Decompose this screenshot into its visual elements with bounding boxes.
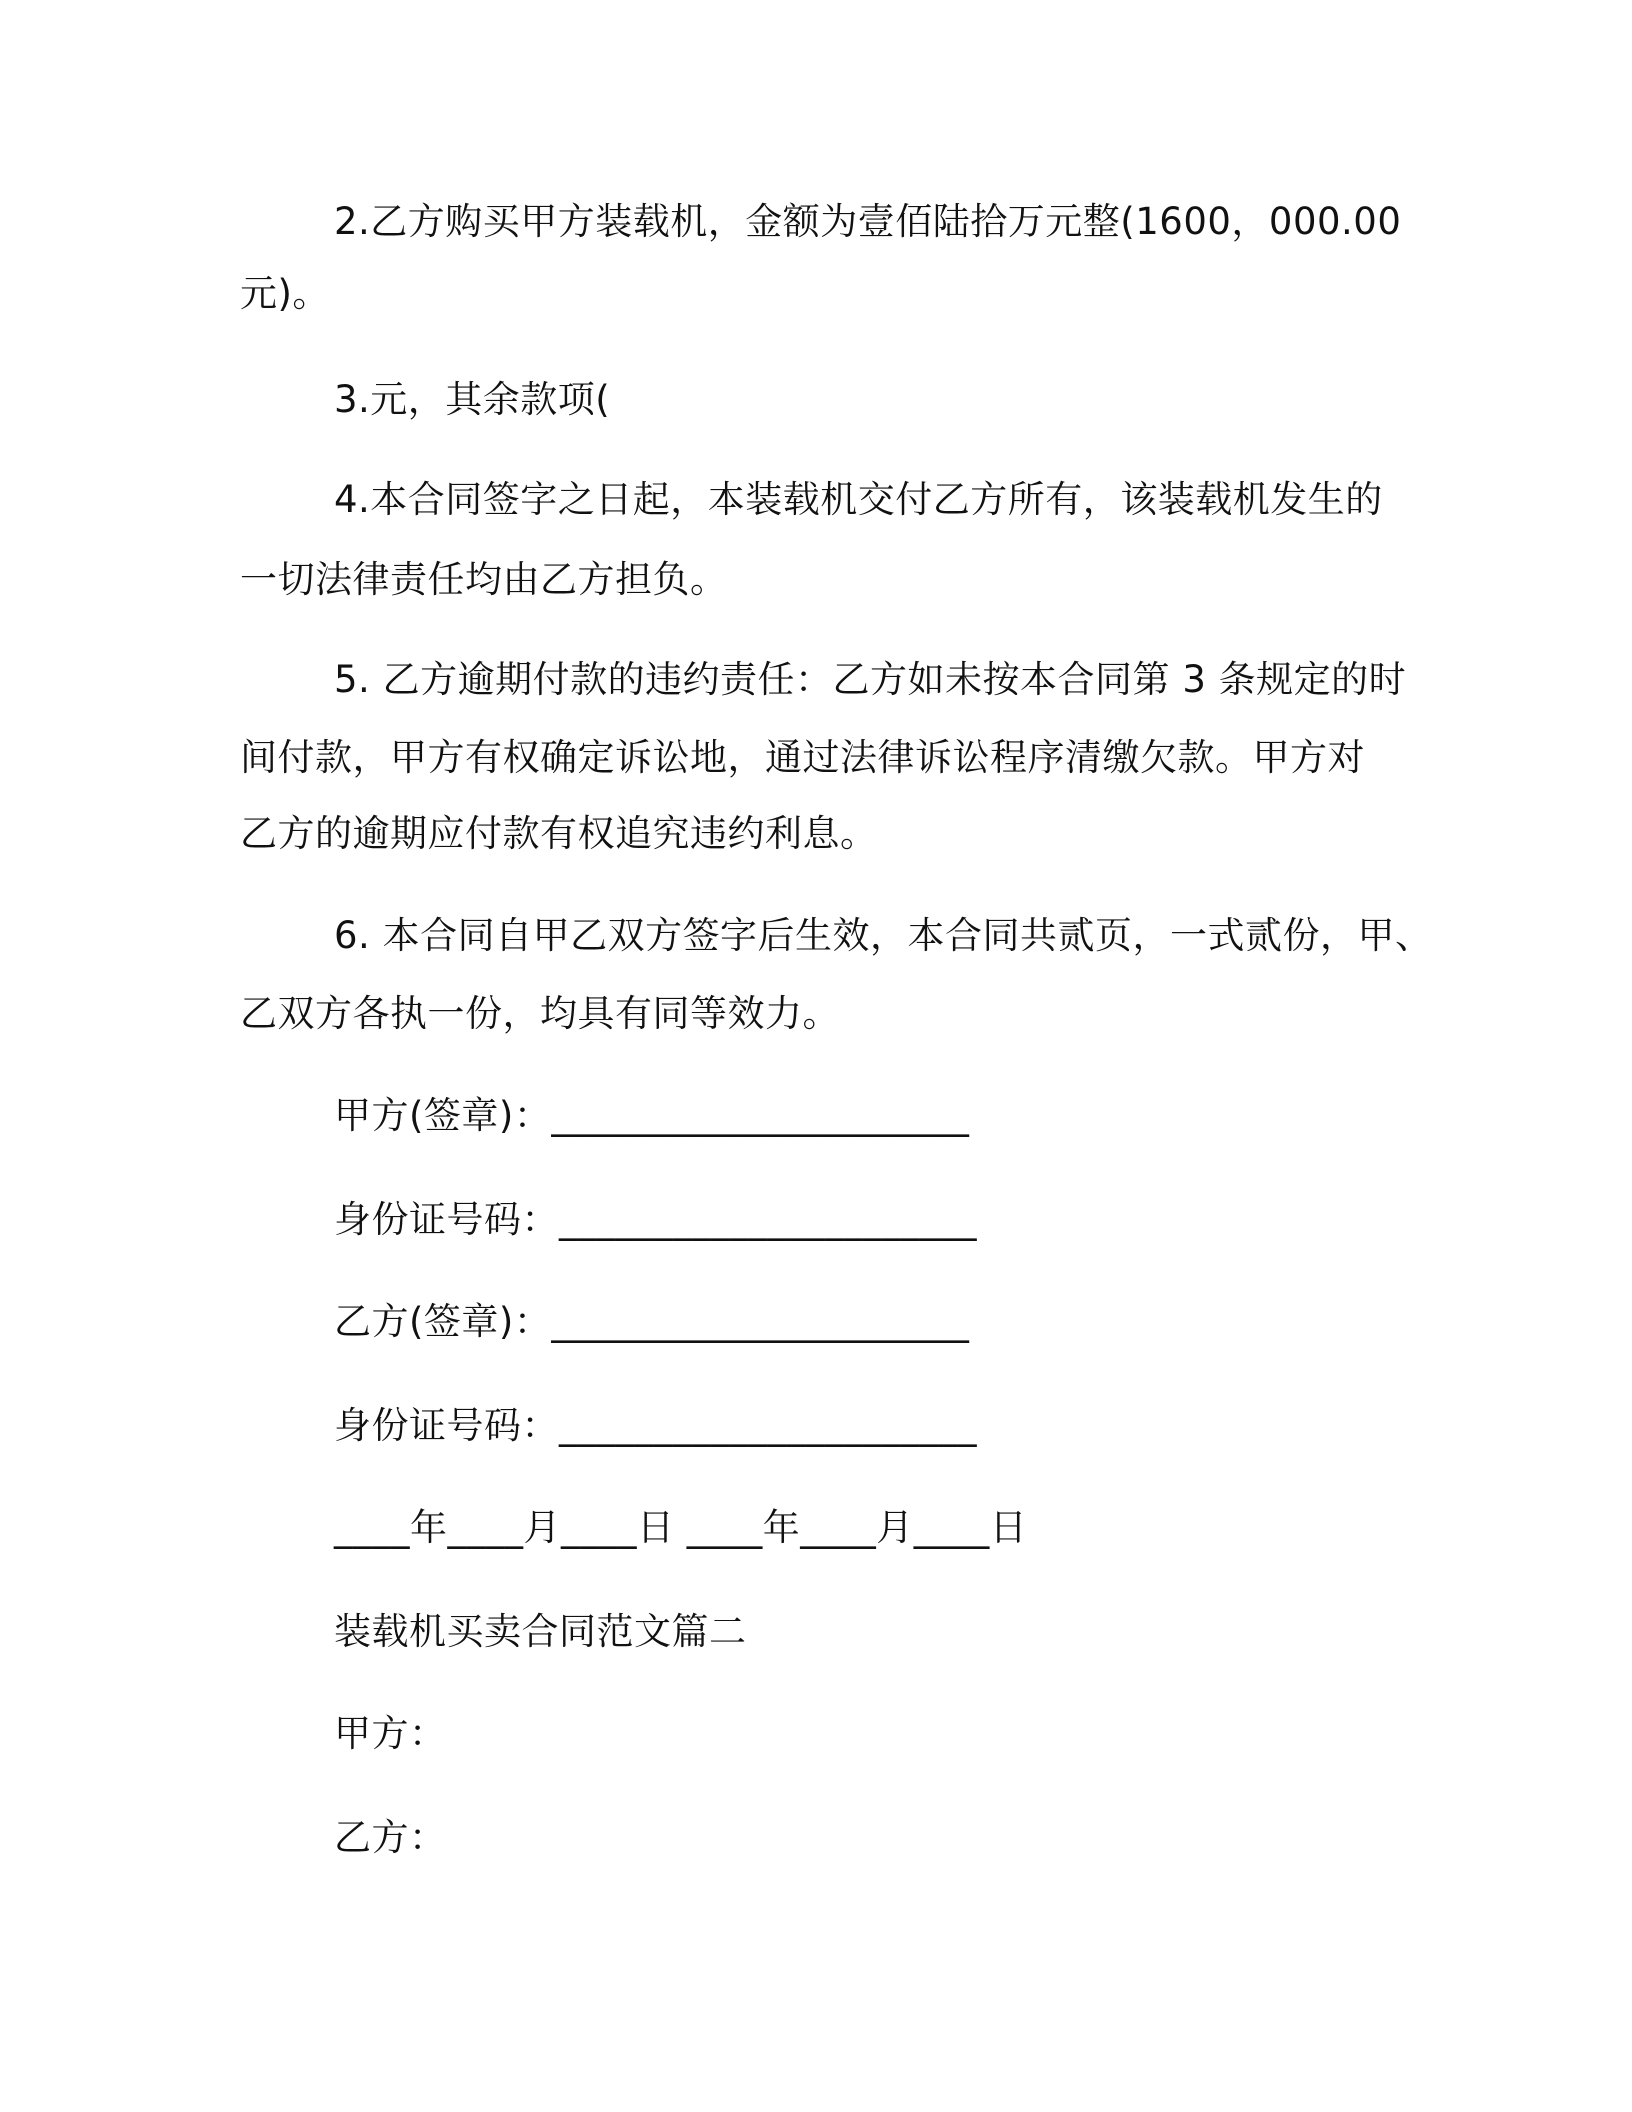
section-two-party-b: 乙方： [334,1816,447,1859]
clause-2-line-1: 2.乙方购买甲方装载机，金额为壹佰陆拾万元整(1600，000.00 [334,200,1402,243]
party-a-signature-line: 甲方(签章)：______________________ [334,1094,970,1137]
signature-dates-line: ____年____月____日 ____年____月____日 [334,1506,1028,1549]
clause-6-line-2: 乙双方各执一份，均具有同等效力。 [240,992,840,1035]
clause-2-line-2: 元)。 [240,272,330,315]
party-a-id-number-line: 身份证号码：______________________ [334,1198,977,1241]
clause-4-line-1: 4.本合同签字之日起，本装载机交付乙方所有，该装载机发生的 [334,478,1383,521]
clause-3-line-1: 3.元，其余款项( [334,378,611,421]
party-b-signature-line: 乙方(签章)：______________________ [334,1300,970,1343]
clause-6-line-1: 6. 本合同自甲乙双方签字后生效，本合同共贰页，一式贰份，甲、 [334,914,1433,957]
clause-5-line-1: 5. 乙方逾期付款的违约责任：乙方如未按本合同第 3 条规定的时 [334,658,1407,701]
clause-4-line-2: 一切法律责任均由乙方担负。 [240,558,728,601]
section-two-title: 装载机买卖合同范文篇二 [334,1610,747,1653]
clause-5-line-3: 乙方的逾期应付款有权追究违约利息。 [240,812,878,855]
party-b-id-number-line: 身份证号码：______________________ [334,1404,977,1447]
section-two-party-a: 甲方： [334,1712,447,1755]
clause-5-line-2: 间付款，甲方有权确定诉讼地，通过法律诉讼程序清缴欠款。甲方对 [240,736,1365,779]
